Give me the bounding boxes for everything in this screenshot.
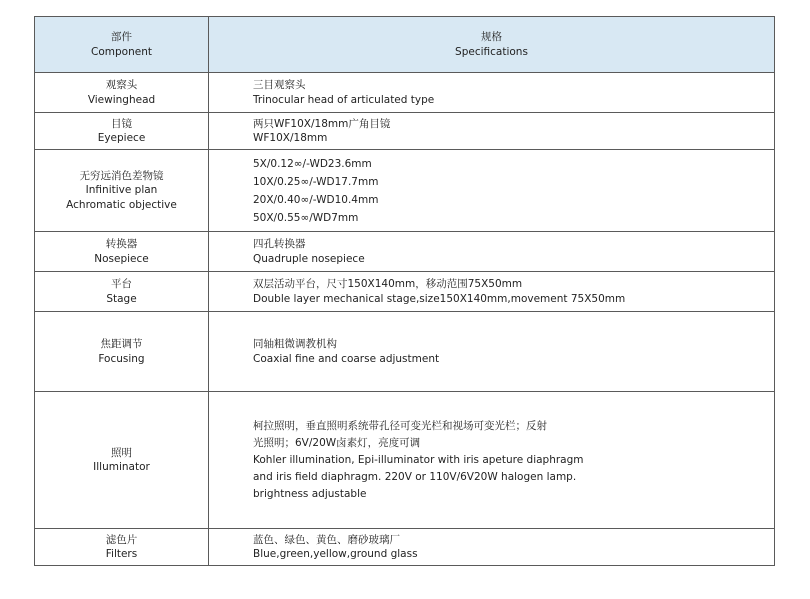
- spec-line: Trinocular head of articulated type: [253, 93, 435, 106]
- component-name-en: Viewinghead: [87, 93, 156, 106]
- spec-line: Coaxial fine and coarse adjustment: [253, 352, 440, 365]
- spec-line: 三目观察头: [253, 79, 306, 92]
- component-name-en: Focusing: [98, 352, 145, 365]
- spec-line: brightness adjustable: [253, 487, 367, 500]
- table-row: [35, 113, 775, 150]
- component-name-en: Eyepiece: [97, 132, 146, 144]
- component-cell: [35, 113, 209, 150]
- component-name-en: Illuminator: [93, 461, 150, 473]
- spec-cell: [209, 312, 775, 392]
- component-name-zh: 滤色片: [105, 533, 138, 546]
- spec-header-en: Specifications: [455, 45, 528, 58]
- component-cell: [35, 272, 209, 312]
- spec-line: and iris field diaphragm. 220V or 110V/6V20W halogen lamp.: [253, 470, 577, 483]
- spec-line: 蓝色、绿色、黄色、磨砂玻璃厂: [253, 533, 400, 546]
- component-name-zh: 转换器: [105, 238, 138, 251]
- component-name-zh: 无穷远消色差物镜: [79, 169, 164, 182]
- component-name-en: Nosepiece: [94, 252, 149, 265]
- spec-cell: [209, 113, 775, 150]
- table-row: [35, 272, 775, 312]
- spec-line: 同轴粗微调教机构: [253, 338, 337, 351]
- component-name-en: Filters: [105, 548, 138, 560]
- table-row: [35, 232, 775, 272]
- component-name-en: Infinitive plan: [85, 184, 158, 197]
- component-name-zh: 观察头: [105, 79, 138, 92]
- spec-line: Double layer mechanical stage,size150X140mm,movement 75X50mm: [253, 292, 626, 305]
- component-header-en: Component: [91, 45, 152, 58]
- spec-line: 双层活动平台，尺寸150X140mm，移动范围75X50mm: [253, 278, 523, 291]
- component-cell: [35, 73, 209, 113]
- table-row: [35, 312, 775, 392]
- spec-cell: [209, 232, 775, 272]
- component-cell: [35, 529, 209, 566]
- header-row: [35, 17, 775, 73]
- spec-line: Quadruple nosepiece: [253, 252, 365, 265]
- spec-cell: [209, 529, 775, 566]
- component-header: [35, 17, 209, 73]
- spec-line: 10X/0.25∞/-WD17.7mm: [253, 175, 379, 188]
- component-name-zh: 目镜: [111, 117, 132, 130]
- component-name-zh: 照明: [111, 446, 132, 459]
- component-name-en-2: Achromatic objective: [66, 198, 177, 211]
- spec-line: 20X/0.40∞/-WD10.4mm: [253, 193, 379, 206]
- spec-cell: [209, 392, 775, 529]
- spec-line: 两只WF10X/18mm广角目镜: [253, 117, 391, 130]
- component-cell: [35, 150, 209, 232]
- spec-line: 光照明；6V/20W卤素灯，亮度可调: [253, 436, 421, 449]
- spec-line: 四孔转换器: [253, 238, 306, 251]
- specifications-header: [209, 17, 775, 73]
- specifications-table: [34, 16, 775, 566]
- table-row: [35, 529, 775, 566]
- spec-line: Kohler illumination, Epi-illuminator with iris apeture diaphragm: [253, 453, 584, 466]
- spec-line: 5X/0.12∞/-WD23.6mm: [253, 157, 372, 170]
- component-header-zh: 部件: [111, 31, 132, 44]
- spec-cell: [209, 272, 775, 312]
- spec-line: 50X/0.55∞/WD7mm: [253, 211, 359, 224]
- spec-line: 柯拉照明，垂直照明系统带孔径可变光栏和视场可变光栏；反射: [253, 419, 547, 432]
- spec-line: Blue,green,yellow,ground glass: [253, 548, 418, 560]
- component-cell: [35, 392, 209, 529]
- spec-header-zh: 规格: [481, 31, 502, 44]
- spec-cell: [209, 73, 775, 113]
- component-cell: [35, 232, 209, 272]
- table-row: [35, 150, 775, 232]
- component-cell: [35, 312, 209, 392]
- component-name-en: Stage: [106, 292, 137, 305]
- component-name-zh: 平台: [111, 278, 132, 291]
- spec-cell: [209, 150, 775, 232]
- table-row: [35, 73, 775, 113]
- table-row: [35, 392, 775, 529]
- spec-line: WF10X/18mm: [253, 132, 328, 144]
- component-name-zh: 焦距调节: [100, 338, 143, 351]
